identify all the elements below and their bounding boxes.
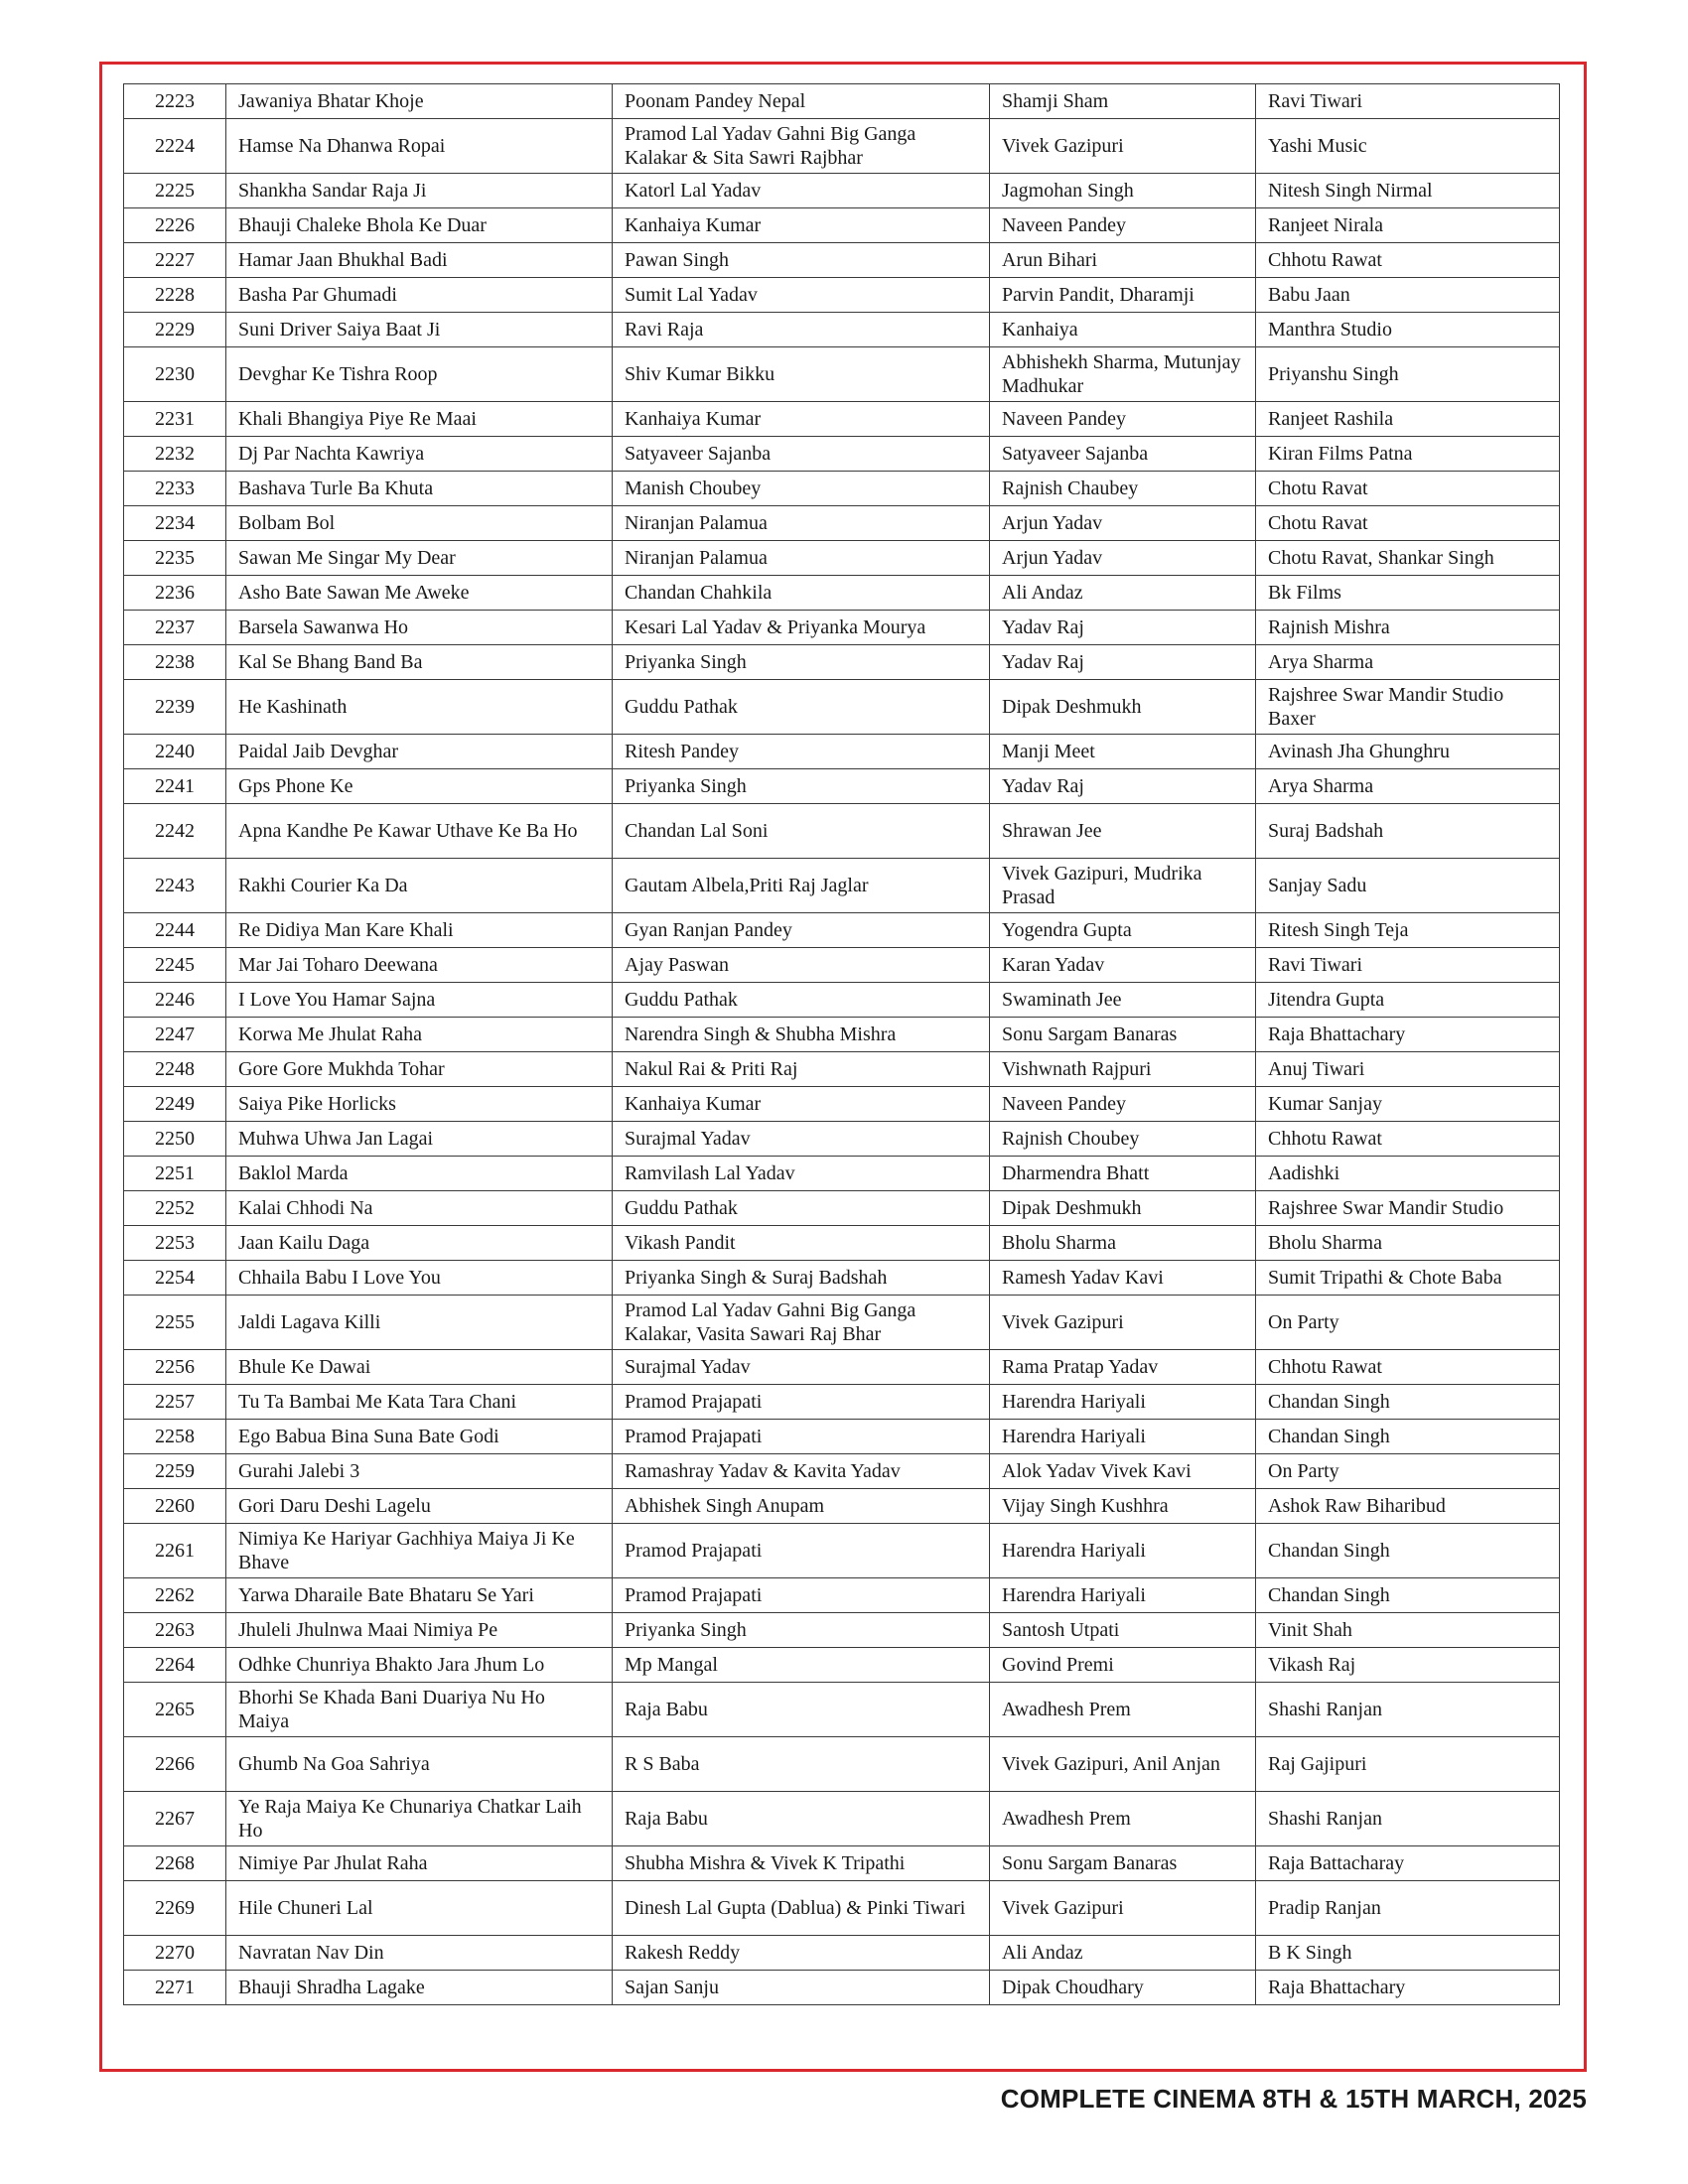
singer-name: Mp Mangal — [613, 1648, 990, 1683]
song-title: Bolbam Bol — [226, 506, 613, 541]
lyricist-name: Vivek Gazipuri, Mudrika Prasad — [990, 859, 1256, 913]
singer-name: Manish Choubey — [613, 472, 990, 506]
entry-number: 2227 — [124, 243, 226, 278]
singer-name: Kanhaiya Kumar — [613, 1087, 990, 1122]
singer-name: Vikash Pandit — [613, 1226, 990, 1261]
singer-name: Kesari Lal Yadav & Priyanka Mourya — [613, 611, 990, 645]
table-row — [124, 437, 1560, 472]
music-label: Raj Gajipuri — [1256, 1737, 1560, 1792]
lyricist-name: Dipak Deshmukh — [990, 680, 1256, 735]
entry-number: 2247 — [124, 1018, 226, 1052]
lyricist-name: Yadav Raj — [990, 611, 1256, 645]
entry-number: 2259 — [124, 1454, 226, 1489]
entry-number: 2255 — [124, 1296, 226, 1350]
song-title: Bashava Turle Ba Khuta — [226, 472, 613, 506]
lyricist-name: Jagmohan Singh — [990, 174, 1256, 208]
table-row — [124, 1792, 1560, 1846]
table-row — [124, 1122, 1560, 1157]
song-title: Basha Par Ghumadi — [226, 278, 613, 313]
lyricist-name: Govind Premi — [990, 1648, 1256, 1683]
table-row — [124, 1648, 1560, 1683]
table-row — [124, 208, 1560, 243]
singer-name: Ramashray Yadav & Kavita Yadav — [613, 1454, 990, 1489]
lyricist-name: Rajnish Chaubey — [990, 472, 1256, 506]
lyricist-name: Sonu Sargam Banaras — [990, 1846, 1256, 1881]
music-label: Sanjay Sadu — [1256, 859, 1560, 913]
lyricist-name: Yadav Raj — [990, 769, 1256, 804]
table-row — [124, 402, 1560, 437]
song-title: Tu Ta Bambai Me Kata Tara Chani — [226, 1385, 613, 1420]
music-label: Babu Jaan — [1256, 278, 1560, 313]
song-title: Ghumb Na Goa Sahriya — [226, 1737, 613, 1792]
lyricist-name: Satyaveer Sajanba — [990, 437, 1256, 472]
song-title: Barsela Sawanwa Ho — [226, 611, 613, 645]
singer-name: Guddu Pathak — [613, 1191, 990, 1226]
lyricist-name: Vivek Gazipuri — [990, 1881, 1256, 1936]
singer-name: Surajmal Yadav — [613, 1122, 990, 1157]
entry-number: 2264 — [124, 1648, 226, 1683]
music-label: Shashi Ranjan — [1256, 1683, 1560, 1737]
song-title: Jawaniya Bhatar Khoje — [226, 84, 613, 119]
lyricist-name: Vijay Singh Kushhra — [990, 1489, 1256, 1524]
entry-number: 2246 — [124, 983, 226, 1018]
song-title: I Love You Hamar Sajna — [226, 983, 613, 1018]
music-label: Pradip Ranjan — [1256, 1881, 1560, 1936]
music-label: Ravi Tiwari — [1256, 84, 1560, 119]
song-title: Paidal Jaib Devghar — [226, 735, 613, 769]
singer-name: Chandan Lal Soni — [613, 804, 990, 859]
table-row — [124, 1296, 1560, 1350]
music-label: Shashi Ranjan — [1256, 1792, 1560, 1846]
table-row — [124, 1420, 1560, 1454]
singer-name: Pramod Prajapati — [613, 1524, 990, 1578]
entry-number: 2241 — [124, 769, 226, 804]
singer-name: Kanhaiya Kumar — [613, 208, 990, 243]
entry-number: 2244 — [124, 913, 226, 948]
table-row — [124, 1881, 1560, 1936]
lyricist-name: Rajnish Choubey — [990, 1122, 1256, 1157]
entry-number: 2226 — [124, 208, 226, 243]
entry-number: 2260 — [124, 1489, 226, 1524]
table-row — [124, 576, 1560, 611]
lyricist-name: Kanhaiya — [990, 313, 1256, 347]
entry-number: 2269 — [124, 1881, 226, 1936]
song-title: Bhule Ke Dawai — [226, 1350, 613, 1385]
entry-number: 2234 — [124, 506, 226, 541]
table-row — [124, 1226, 1560, 1261]
singer-name: Rakesh Reddy — [613, 1936, 990, 1971]
entry-number: 2265 — [124, 1683, 226, 1737]
singer-name: Priyanka Singh — [613, 1613, 990, 1648]
music-label: Ravi Tiwari — [1256, 948, 1560, 983]
lyricist-name: Yadav Raj — [990, 645, 1256, 680]
singer-name: Sajan Sanju — [613, 1971, 990, 2005]
lyricist-name: Karan Yadav — [990, 948, 1256, 983]
lyricist-name: Awadhesh Prem — [990, 1683, 1256, 1737]
lyricist-name: Vishwnath Rajpuri — [990, 1052, 1256, 1087]
entry-number: 2253 — [124, 1226, 226, 1261]
music-label: On Party — [1256, 1296, 1560, 1350]
song-title: Hile Chuneri Lal — [226, 1881, 613, 1936]
table-row — [124, 913, 1560, 948]
singer-name: Guddu Pathak — [613, 983, 990, 1018]
singer-name: Pramod Lal Yadav Gahni Big Ganga Kalakar, Vasita Sawari Raj Bhar — [613, 1296, 990, 1350]
singer-name: Gyan Ranjan Pandey — [613, 913, 990, 948]
song-title: Chhaila Babu I Love You — [226, 1261, 613, 1296]
singer-name: Pramod Prajapati — [613, 1385, 990, 1420]
song-title: Shankha Sandar Raja Ji — [226, 174, 613, 208]
table-row — [124, 735, 1560, 769]
entry-number: 2239 — [124, 680, 226, 735]
singer-name: Gautam Albela,Priti Raj Jaglar — [613, 859, 990, 913]
song-title: Gori Daru Deshi Lagelu — [226, 1489, 613, 1524]
music-label: Ashok Raw Biharibud — [1256, 1489, 1560, 1524]
table-row — [124, 1846, 1560, 1881]
lyricist-name: Shamji Sham — [990, 84, 1256, 119]
lyricist-name: Harendra Hariyali — [990, 1578, 1256, 1613]
entry-number: 2235 — [124, 541, 226, 576]
song-title: Yarwa Dharaile Bate Bhataru Se Yari — [226, 1578, 613, 1613]
lyricist-name: Ali Andaz — [990, 1936, 1256, 1971]
song-title: Suni Driver Saiya Baat Ji — [226, 313, 613, 347]
singer-name: Satyaveer Sajanba — [613, 437, 990, 472]
song-title: Saiya Pike Horlicks — [226, 1087, 613, 1122]
song-list-body — [124, 84, 1560, 2005]
entry-number: 2240 — [124, 735, 226, 769]
music-label: Bholu Sharma — [1256, 1226, 1560, 1261]
singer-name: Priyanka Singh — [613, 769, 990, 804]
singer-name: Abhishek Singh Anupam — [613, 1489, 990, 1524]
table-row — [124, 1524, 1560, 1578]
song-title: Nimiya Ke Hariyar Gachhiya Maiya Ji Ke Bhave — [226, 1524, 613, 1578]
song-title: Sawan Me Singar My Dear — [226, 541, 613, 576]
song-title: Jhuleli Jhulnwa Maai Nimiya Pe — [226, 1613, 613, 1648]
singer-name: Narendra Singh & Shubha Mishra — [613, 1018, 990, 1052]
singer-name: R S Baba — [613, 1737, 990, 1792]
table-row — [124, 472, 1560, 506]
singer-name: Pramod Lal Yadav Gahni Big Ganga Kalakar & Sita Sawri Rajbhar — [613, 119, 990, 174]
lyricist-name: Arjun Yadav — [990, 541, 1256, 576]
entry-number: 2248 — [124, 1052, 226, 1087]
song-title: Gps Phone Ke — [226, 769, 613, 804]
table-row — [124, 1261, 1560, 1296]
entry-number: 2254 — [124, 1261, 226, 1296]
table-row — [124, 983, 1560, 1018]
song-title: Korwa Me Jhulat Raha — [226, 1018, 613, 1052]
music-label: Arya Sharma — [1256, 769, 1560, 804]
singer-name: Kanhaiya Kumar — [613, 402, 990, 437]
singer-name: Priyanka Singh — [613, 645, 990, 680]
music-label: Priyanshu Singh — [1256, 347, 1560, 402]
entry-number: 2238 — [124, 645, 226, 680]
singer-name: Ritesh Pandey — [613, 735, 990, 769]
song-title: Apna Kandhe Pe Kawar Uthave Ke Ba Ho — [226, 804, 613, 859]
song-title: Devghar Ke Tishra Roop — [226, 347, 613, 402]
lyricist-name: Alok Yadav Vivek Kavi — [990, 1454, 1256, 1489]
song-title: Ye Raja Maiya Ke Chunariya Chatkar Laih Ho — [226, 1792, 613, 1846]
table-row — [124, 506, 1560, 541]
song-title: Rakhi Courier Ka Da — [226, 859, 613, 913]
lyricist-name: Yogendra Gupta — [990, 913, 1256, 948]
entry-number: 2256 — [124, 1350, 226, 1385]
music-label: Sumit Tripathi & Chote Baba — [1256, 1261, 1560, 1296]
table-row — [124, 541, 1560, 576]
music-label: Nitesh Singh Nirmal — [1256, 174, 1560, 208]
singer-name: Nakul Rai & Priti Raj — [613, 1052, 990, 1087]
singer-name: Priyanka Singh & Suraj Badshah — [613, 1261, 990, 1296]
music-label: Vikash Raj — [1256, 1648, 1560, 1683]
entry-number: 2262 — [124, 1578, 226, 1613]
song-title: Asho Bate Sawan Me Aweke — [226, 576, 613, 611]
song-title: Muhwa Uhwa Jan Lagai — [226, 1122, 613, 1157]
song-title: Kalai Chhodi Na — [226, 1191, 613, 1226]
publication-footer: COMPLETE CINEMA 8TH & 15TH MARCH, 2025 — [1000, 2084, 1587, 2114]
song-title: Baklol Marda — [226, 1157, 613, 1191]
music-label: Ranjeet Nirala — [1256, 208, 1560, 243]
music-label: Raja Battacharay — [1256, 1846, 1560, 1881]
song-title: Re Didiya Man Kare Khali — [226, 913, 613, 948]
song-title: Jaan Kailu Daga — [226, 1226, 613, 1261]
table-row — [124, 243, 1560, 278]
lyricist-name: Naveen Pandey — [990, 1087, 1256, 1122]
music-label: Rajshree Swar Mandir Studio Baxer — [1256, 680, 1560, 735]
singer-name: Raja Babu — [613, 1683, 990, 1737]
music-label: Chotu Ravat, Shankar Singh — [1256, 541, 1560, 576]
lyricist-name: Ramesh Yadav Kavi — [990, 1261, 1256, 1296]
singer-name: Pramod Prajapati — [613, 1578, 990, 1613]
song-title: Hamar Jaan Bhukhal Badi — [226, 243, 613, 278]
entry-number: 2228 — [124, 278, 226, 313]
entry-number: 2223 — [124, 84, 226, 119]
table-row — [124, 1936, 1560, 1971]
table-row — [124, 119, 1560, 174]
table-row — [124, 347, 1560, 402]
table-row — [124, 1350, 1560, 1385]
music-label: Anuj Tiwari — [1256, 1052, 1560, 1087]
table-row — [124, 313, 1560, 347]
song-title: Gore Gore Mukhda Tohar — [226, 1052, 613, 1087]
table-row — [124, 1578, 1560, 1613]
music-label: Raja Bhattachary — [1256, 1018, 1560, 1052]
music-label: Chhotu Rawat — [1256, 1350, 1560, 1385]
singer-name: Dinesh Lal Gupta (Dablua) & Pinki Tiwari — [613, 1881, 990, 1936]
music-label: Ritesh Singh Teja — [1256, 913, 1560, 948]
entry-number: 2267 — [124, 1792, 226, 1846]
entry-number: 2230 — [124, 347, 226, 402]
music-label: Chotu Ravat — [1256, 506, 1560, 541]
table-row — [124, 174, 1560, 208]
song-title: Jaldi Lagava Killi — [226, 1296, 613, 1350]
table-row — [124, 611, 1560, 645]
music-label: Chotu Ravat — [1256, 472, 1560, 506]
lyricist-name: Manji Meet — [990, 735, 1256, 769]
lyricist-name: Arun Bihari — [990, 243, 1256, 278]
entry-number: 2250 — [124, 1122, 226, 1157]
music-label: Chandan Singh — [1256, 1578, 1560, 1613]
singer-name: Raja Babu — [613, 1792, 990, 1846]
singer-name: Surajmal Yadav — [613, 1350, 990, 1385]
singer-name: Shubha Mishra & Vivek K Tripathi — [613, 1846, 990, 1881]
music-label: Manthra Studio — [1256, 313, 1560, 347]
table-row — [124, 84, 1560, 119]
singer-name: Ramvilash Lal Yadav — [613, 1157, 990, 1191]
table-row — [124, 645, 1560, 680]
song-title: Kal Se Bhang Band Ba — [226, 645, 613, 680]
music-label: On Party — [1256, 1454, 1560, 1489]
entry-number: 2261 — [124, 1524, 226, 1578]
entry-number: 2249 — [124, 1087, 226, 1122]
table-row — [124, 804, 1560, 859]
singer-name: Guddu Pathak — [613, 680, 990, 735]
music-label: Rajnish Mishra — [1256, 611, 1560, 645]
music-label: Arya Sharma — [1256, 645, 1560, 680]
lyricist-name: Harendra Hariyali — [990, 1385, 1256, 1420]
lyricist-name: Vivek Gazipuri — [990, 1296, 1256, 1350]
music-label: Avinash Jha Ghunghru — [1256, 735, 1560, 769]
lyricist-name: Arjun Yadav — [990, 506, 1256, 541]
song-title: He Kashinath — [226, 680, 613, 735]
lyricist-name: Santosh Utpati — [990, 1613, 1256, 1648]
entry-number: 2225 — [124, 174, 226, 208]
table-row — [124, 769, 1560, 804]
singer-name: Chandan Chahkila — [613, 576, 990, 611]
table-row — [124, 1087, 1560, 1122]
lyricist-name: Harendra Hariyali — [990, 1420, 1256, 1454]
music-label: Bk Films — [1256, 576, 1560, 611]
entry-number: 2233 — [124, 472, 226, 506]
music-label: Rajshree Swar Mandir Studio — [1256, 1191, 1560, 1226]
singer-name: Poonam Pandey Nepal — [613, 84, 990, 119]
singer-name: Ajay Paswan — [613, 948, 990, 983]
lyricist-name: Dipak Choudhary — [990, 1971, 1256, 2005]
table-row — [124, 1191, 1560, 1226]
singer-name: Niranjan Palamua — [613, 541, 990, 576]
lyricist-name: Dharmendra Bhatt — [990, 1157, 1256, 1191]
song-title: Nimiye Par Jhulat Raha — [226, 1846, 613, 1881]
song-title: Navratan Nav Din — [226, 1936, 613, 1971]
song-title: Bhorhi Se Khada Bani Duariya Nu Ho Maiya — [226, 1683, 613, 1737]
table-row — [124, 1454, 1560, 1489]
music-label: Raja Bhattachary — [1256, 1971, 1560, 2005]
lyricist-name: Sonu Sargam Banaras — [990, 1018, 1256, 1052]
song-title: Ego Babua Bina Suna Bate Godi — [226, 1420, 613, 1454]
entry-number: 2270 — [124, 1936, 226, 1971]
singer-name: Shiv Kumar Bikku — [613, 347, 990, 402]
table-row — [124, 1737, 1560, 1792]
singer-name: Sumit Lal Yadav — [613, 278, 990, 313]
entry-number: 2245 — [124, 948, 226, 983]
music-label: Aadishki — [1256, 1157, 1560, 1191]
music-label: Vinit Shah — [1256, 1613, 1560, 1648]
entry-number: 2224 — [124, 119, 226, 174]
music-label: Yashi Music — [1256, 119, 1560, 174]
music-label: Chandan Singh — [1256, 1524, 1560, 1578]
lyricist-name: Rama Pratap Yadav — [990, 1350, 1256, 1385]
table-row — [124, 1385, 1560, 1420]
table-row — [124, 1018, 1560, 1052]
table-row — [124, 680, 1560, 735]
lyricist-name: Vivek Gazipuri — [990, 119, 1256, 174]
lyricist-name: Naveen Pandey — [990, 402, 1256, 437]
lyricist-name: Swaminath Jee — [990, 983, 1256, 1018]
entry-number: 2263 — [124, 1613, 226, 1648]
entry-number: 2232 — [124, 437, 226, 472]
table-row — [124, 1971, 1560, 2005]
table-row — [124, 1613, 1560, 1648]
lyricist-name: Ali Andaz — [990, 576, 1256, 611]
song-list-table — [123, 83, 1560, 2005]
song-title: Bhauji Chaleke Bhola Ke Duar — [226, 208, 613, 243]
singer-name: Niranjan Palamua — [613, 506, 990, 541]
singer-name: Katorl Lal Yadav — [613, 174, 990, 208]
music-label: Kiran Films Patna — [1256, 437, 1560, 472]
song-title: Mar Jai Toharo Deewana — [226, 948, 613, 983]
music-label: Chhotu Rawat — [1256, 243, 1560, 278]
lyricist-name: Abhishekh Sharma, Mutunjay Madhukar — [990, 347, 1256, 402]
entry-number: 2237 — [124, 611, 226, 645]
lyricist-name: Bholu Sharma — [990, 1226, 1256, 1261]
table-row — [124, 1157, 1560, 1191]
table-row — [124, 948, 1560, 983]
music-label: Kumar Sanjay — [1256, 1087, 1560, 1122]
music-label: Chhotu Rawat — [1256, 1122, 1560, 1157]
lyricist-name: Harendra Hariyali — [990, 1524, 1256, 1578]
lyricist-name: Awadhesh Prem — [990, 1792, 1256, 1846]
entry-number: 2252 — [124, 1191, 226, 1226]
entry-number: 2271 — [124, 1971, 226, 2005]
music-label: Chandan Singh — [1256, 1385, 1560, 1420]
lyricist-name: Vivek Gazipuri, Anil Anjan — [990, 1737, 1256, 1792]
entry-number: 2242 — [124, 804, 226, 859]
music-label: Suraj Badshah — [1256, 804, 1560, 859]
table-row — [124, 1489, 1560, 1524]
entry-number: 2268 — [124, 1846, 226, 1881]
table-row — [124, 859, 1560, 913]
lyricist-name: Naveen Pandey — [990, 208, 1256, 243]
entry-number: 2251 — [124, 1157, 226, 1191]
song-title: Odhke Chunriya Bhakto Jara Jhum Lo — [226, 1648, 613, 1683]
song-title: Bhauji Shradha Lagake — [226, 1971, 613, 2005]
table-row — [124, 1052, 1560, 1087]
lyricist-name: Shrawan Jee — [990, 804, 1256, 859]
lyricist-name: Dipak Deshmukh — [990, 1191, 1256, 1226]
song-title: Gurahi Jalebi 3 — [226, 1454, 613, 1489]
entry-number: 2258 — [124, 1420, 226, 1454]
entry-number: 2229 — [124, 313, 226, 347]
singer-name: Ravi Raja — [613, 313, 990, 347]
lyricist-name: Parvin Pandit, Dharamji — [990, 278, 1256, 313]
music-label: Ranjeet Rashila — [1256, 402, 1560, 437]
entry-number: 2266 — [124, 1737, 226, 1792]
singer-name: Pawan Singh — [613, 243, 990, 278]
song-title: Hamse Na Dhanwa Ropai — [226, 119, 613, 174]
music-label: Chandan Singh — [1256, 1420, 1560, 1454]
entry-number: 2257 — [124, 1385, 226, 1420]
song-title: Khali Bhangiya Piye Re Maai — [226, 402, 613, 437]
music-label: Jitendra Gupta — [1256, 983, 1560, 1018]
entry-number: 2236 — [124, 576, 226, 611]
singer-name: Pramod Prajapati — [613, 1420, 990, 1454]
table-row — [124, 278, 1560, 313]
entry-number: 2243 — [124, 859, 226, 913]
entry-number: 2231 — [124, 402, 226, 437]
song-title: Dj Par Nachta Kawriya — [226, 437, 613, 472]
music-label: B K Singh — [1256, 1936, 1560, 1971]
table-row — [124, 1683, 1560, 1737]
